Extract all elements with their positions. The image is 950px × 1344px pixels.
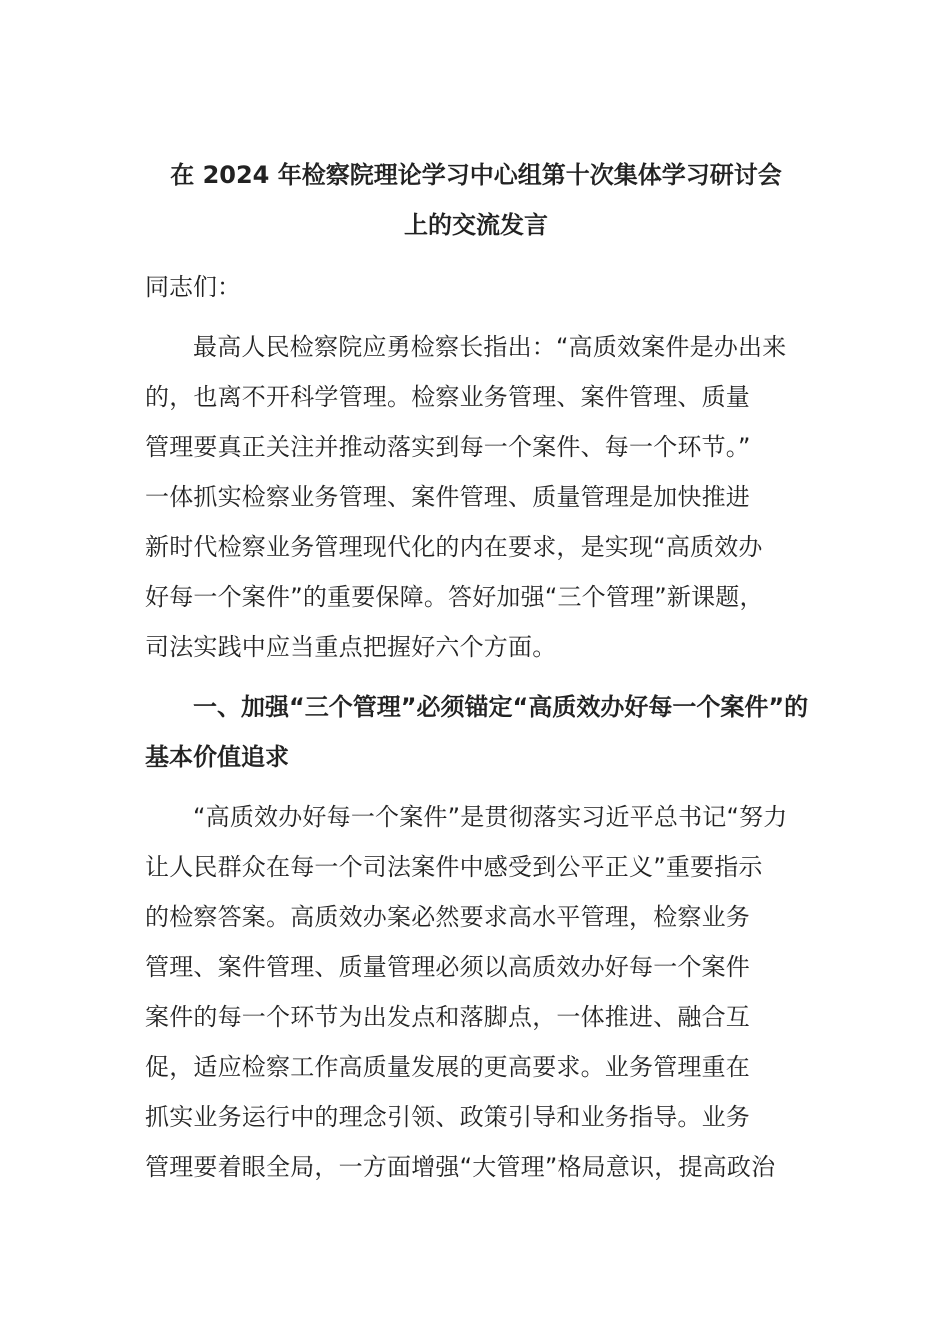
- title-line-1: 在 2024 年检察院理论学习中心组第十次集体学习研讨会: [170, 161, 782, 189]
- salutation: 同志们：: [145, 273, 241, 301]
- title-line-2: 上的交流发言: [404, 211, 548, 239]
- paragraph-line: 抓实业务运行中的理念引领、政策引导和业务指导。业务: [145, 1103, 750, 1131]
- paragraph-line: 案件的每一个环节为出发点和落脚点，一体推进、融合互: [145, 1003, 750, 1031]
- heading-line: 一、加强“三个管理”必须锚定“高质效办好每一个案件”的: [193, 693, 809, 721]
- paragraph-line: 管理要真正关注并推动落实到每一个案件、每一个环节。”: [145, 433, 751, 461]
- paragraph-intro: [145, 322, 807, 672]
- paragraph-line: 的检察答案。高质效办案必然要求高水平管理，检察业务: [145, 903, 750, 931]
- paragraph-line: 让人民群众在每一个司法案件中感受到公平正义”重要指示: [145, 853, 763, 881]
- paragraph-section-1: [145, 792, 807, 1192]
- paragraph-line: 管理要着眼全局，一方面增强“大管理”格局意识，提高政治: [145, 1153, 776, 1181]
- section-heading-1: [145, 682, 807, 782]
- document-page: [145, 150, 807, 1192]
- paragraph-line: 新时代检察业务管理现代化的内在要求，是实现“高质效办: [145, 533, 763, 561]
- paragraph-line: 司法实践中应当重点把握好六个方面。: [145, 633, 557, 661]
- paragraph-line: 最高人民检察院应勇检察长指出：“高质效案件是办出来: [193, 333, 787, 361]
- paragraph-line: “高质效办好每一个案件”是贯彻落实习近平总书记“努力: [193, 803, 788, 831]
- paragraph-line: 的，也离不开科学管理。检察业务管理、案件管理、质量: [145, 383, 750, 411]
- document-title: [145, 150, 807, 250]
- paragraph-line: 促，适应检察工作高质量发展的更高要求。业务管理重在: [145, 1053, 750, 1081]
- paragraph-line: 好每一个案件”的重要保障。答好加强“三个管理”新课题，: [145, 583, 764, 611]
- paragraph-line: 一体抓实检察业务管理、案件管理、质量管理是加快推进: [145, 483, 750, 511]
- paragraph-line: 管理、案件管理、质量管理必须以高质效办好每一个案件: [145, 953, 750, 981]
- heading-line: 基本价值追求: [145, 743, 289, 771]
